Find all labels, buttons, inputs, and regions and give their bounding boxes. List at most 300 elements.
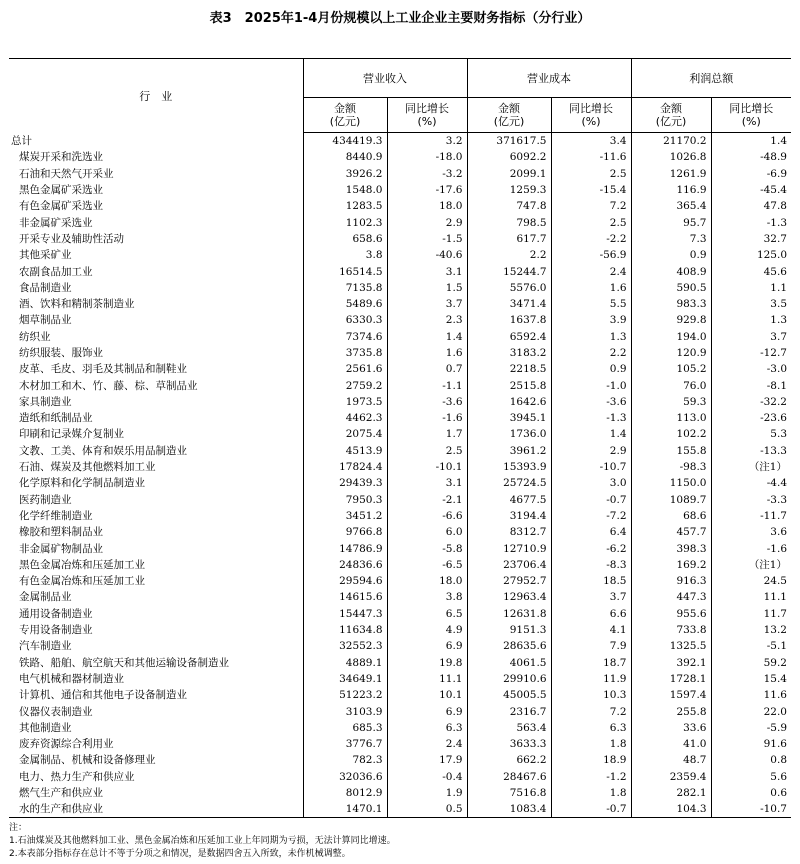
cost-amount-cell: 2515.8 bbox=[467, 377, 551, 393]
cost-amount-cell: 1259.3 bbox=[467, 182, 551, 198]
revenue-growth-cell: 18.0 bbox=[387, 573, 467, 589]
revenue-amount-cell: 1102.3 bbox=[303, 214, 387, 230]
profit-amount-cell: -98.3 bbox=[631, 459, 711, 475]
growth-header: 同比增长 (%) bbox=[711, 98, 791, 133]
profit-amount-cell: 1728.1 bbox=[631, 671, 711, 687]
industry-name-cell: 非金属矿物制品业 bbox=[19, 542, 103, 555]
industry-name-cell: 通用设备制造业 bbox=[19, 607, 93, 620]
cost-amount-cell: 23706.4 bbox=[467, 557, 551, 573]
profit-amount-cell: 282.1 bbox=[631, 785, 711, 801]
cost-amount-cell: 662.2 bbox=[467, 752, 551, 768]
profit-growth-cell: 125.0 bbox=[711, 247, 791, 263]
profit-amount-cell: 955.6 bbox=[631, 606, 711, 622]
cost-amount-cell: 15393.9 bbox=[467, 459, 551, 475]
cost-amount-cell: 6092.2 bbox=[467, 149, 551, 165]
cost-amount-cell: 747.8 bbox=[467, 198, 551, 214]
revenue-growth-cell: -3.2 bbox=[387, 166, 467, 182]
cost-amount-cell: 2218.5 bbox=[467, 361, 551, 377]
industry-name-cell: 黑色金属冶炼和压延加工业 bbox=[19, 558, 145, 571]
revenue-amount-cell: 1973.5 bbox=[303, 394, 387, 410]
profit-amount-cell: 408.9 bbox=[631, 263, 711, 279]
industry-name-cell: 专用设备制造业 bbox=[19, 624, 93, 637]
revenue-amount-cell: 4513.9 bbox=[303, 443, 387, 459]
revenue-amount-cell: 685.3 bbox=[303, 720, 387, 736]
profit-growth-cell: -1.3 bbox=[711, 214, 791, 230]
revenue-growth-cell: 1.6 bbox=[387, 345, 467, 361]
cost-amount-cell: 1736.0 bbox=[467, 426, 551, 442]
table-row bbox=[9, 329, 791, 345]
table-row bbox=[9, 622, 791, 638]
cost-growth-cell: 6.6 bbox=[551, 606, 631, 622]
profit-growth-cell: 5.3 bbox=[711, 426, 791, 442]
profit-growth-cell: -8.1 bbox=[711, 377, 791, 393]
revenue-growth-cell: 6.9 bbox=[387, 638, 467, 654]
revenue-amount-cell: 658.6 bbox=[303, 231, 387, 247]
cost-growth-cell: 6.3 bbox=[551, 720, 631, 736]
cost-growth-cell: 2.9 bbox=[551, 443, 631, 459]
table-row bbox=[9, 752, 791, 768]
revenue-amount-cell: 7135.8 bbox=[303, 280, 387, 296]
group-header-revenue: 营业收入 bbox=[303, 59, 467, 98]
cost-amount-cell: 3194.4 bbox=[467, 508, 551, 524]
revenue-growth-cell: -1.1 bbox=[387, 377, 467, 393]
profit-growth-cell: 15.4 bbox=[711, 671, 791, 687]
profit-amount-cell: 105.2 bbox=[631, 361, 711, 377]
industry-name-cell: 煤炭开采和洗选业 bbox=[19, 151, 103, 164]
revenue-growth-cell: 6.3 bbox=[387, 720, 467, 736]
table-row bbox=[9, 377, 791, 393]
amount-header: 金额 (亿元) bbox=[467, 98, 551, 133]
table-row bbox=[9, 573, 791, 589]
revenue-growth-cell: 4.9 bbox=[387, 622, 467, 638]
cost-growth-cell: 1.6 bbox=[551, 280, 631, 296]
revenue-amount-cell: 1283.5 bbox=[303, 198, 387, 214]
revenue-amount-cell: 34649.1 bbox=[303, 671, 387, 687]
industry-name-cell: 有色金属冶炼和压延加工业 bbox=[19, 575, 145, 588]
revenue-amount-cell: 2561.6 bbox=[303, 361, 387, 377]
profit-growth-cell: 0.8 bbox=[711, 752, 791, 768]
revenue-growth-cell: 3.7 bbox=[387, 296, 467, 312]
profit-amount-cell: 916.3 bbox=[631, 573, 711, 589]
profit-growth-cell: -3.0 bbox=[711, 361, 791, 377]
revenue-growth-cell: 2.4 bbox=[387, 736, 467, 752]
revenue-amount-cell: 32552.3 bbox=[303, 638, 387, 654]
revenue-growth-cell: 19.8 bbox=[387, 655, 467, 671]
note-item: 2.本表部分指标存在总计不等于分项之和情况，是数据四舍五入所致，未作机械调整。 bbox=[9, 849, 351, 859]
revenue-amount-cell: 4889.1 bbox=[303, 655, 387, 671]
cost-growth-cell: 3.7 bbox=[551, 589, 631, 605]
industry-name-cell: 非金属矿采选业 bbox=[19, 216, 93, 229]
industry-name-cell: 金属制品、机械和设备修理业 bbox=[19, 754, 156, 767]
cost-growth-cell: -11.6 bbox=[551, 149, 631, 165]
revenue-growth-cell: 10.1 bbox=[387, 687, 467, 703]
cost-growth-cell: 18.9 bbox=[551, 752, 631, 768]
profit-amount-cell: 7.3 bbox=[631, 231, 711, 247]
revenue-amount-cell: 29439.3 bbox=[303, 475, 387, 491]
cost-growth-cell: -8.3 bbox=[551, 557, 631, 573]
industry-name-cell: 电力、热力生产和供应业 bbox=[19, 770, 135, 783]
revenue-growth-cell: 1.4 bbox=[387, 329, 467, 345]
industry-name-cell: 纺织业 bbox=[19, 330, 51, 343]
table-row bbox=[9, 231, 791, 247]
cost-growth-cell: -7.2 bbox=[551, 508, 631, 524]
revenue-growth-cell: -10.1 bbox=[387, 459, 467, 475]
industry-name-cell: 金属制品业 bbox=[19, 591, 72, 604]
cost-growth-cell: 0.9 bbox=[551, 361, 631, 377]
cost-amount-cell: 1637.8 bbox=[467, 312, 551, 328]
revenue-amount-cell: 7374.6 bbox=[303, 329, 387, 345]
revenue-amount-cell: 3926.2 bbox=[303, 166, 387, 182]
profit-amount-cell: 365.4 bbox=[631, 198, 711, 214]
revenue-amount-cell: 29594.6 bbox=[303, 573, 387, 589]
cost-growth-cell: 1.8 bbox=[551, 736, 631, 752]
cost-growth-cell: 2.5 bbox=[551, 166, 631, 182]
profit-growth-cell: 0.6 bbox=[711, 785, 791, 801]
revenue-amount-cell: 434419.3 bbox=[303, 133, 387, 150]
profit-amount-cell: 1150.0 bbox=[631, 475, 711, 491]
cost-growth-cell: -1.2 bbox=[551, 769, 631, 785]
profit-growth-cell: -5.9 bbox=[711, 720, 791, 736]
industry-name-cell: 家具制造业 bbox=[19, 395, 72, 408]
cost-amount-cell: 45005.5 bbox=[467, 687, 551, 703]
cost-growth-cell: 10.3 bbox=[551, 687, 631, 703]
industry-header: 行 业 bbox=[9, 59, 303, 133]
data-table-container bbox=[9, 58, 791, 818]
cost-growth-cell: -15.4 bbox=[551, 182, 631, 198]
cost-growth-cell: 1.4 bbox=[551, 426, 631, 442]
table-row bbox=[9, 443, 791, 459]
profit-growth-cell: 47.8 bbox=[711, 198, 791, 214]
table-row bbox=[9, 263, 791, 279]
profit-growth-cell: -11.7 bbox=[711, 508, 791, 524]
industry-name-cell: 计算机、通信和其他电子设备制造业 bbox=[19, 689, 187, 702]
profit-amount-cell: 2359.4 bbox=[631, 769, 711, 785]
profit-growth-cell: -10.7 bbox=[711, 801, 791, 818]
table-row bbox=[9, 198, 791, 214]
industry-name-cell: 其他采矿业 bbox=[19, 249, 72, 262]
revenue-growth-cell: -18.0 bbox=[387, 149, 467, 165]
revenue-amount-cell: 3.8 bbox=[303, 247, 387, 263]
cost-amount-cell: 1083.4 bbox=[467, 801, 551, 818]
cost-growth-cell: 2.2 bbox=[551, 345, 631, 361]
table-row bbox=[9, 361, 791, 377]
cost-growth-cell: 5.5 bbox=[551, 296, 631, 312]
profit-growth-cell: 11.1 bbox=[711, 589, 791, 605]
cost-growth-cell: -10.7 bbox=[551, 459, 631, 475]
cost-growth-cell: 3.0 bbox=[551, 475, 631, 491]
revenue-growth-cell: 2.5 bbox=[387, 443, 467, 459]
revenue-growth-cell: 6.5 bbox=[387, 606, 467, 622]
profit-growth-cell: 91.6 bbox=[711, 736, 791, 752]
profit-amount-cell: 102.2 bbox=[631, 426, 711, 442]
growth-header: 同比增长 (%) bbox=[387, 98, 467, 133]
industry-name-cell: 印刷和记录媒介复制业 bbox=[19, 428, 124, 441]
cost-amount-cell: 3183.2 bbox=[467, 345, 551, 361]
profit-growth-cell: 1.1 bbox=[711, 280, 791, 296]
amount-header: 金额 (亿元) bbox=[631, 98, 711, 133]
revenue-growth-cell: 3.8 bbox=[387, 589, 467, 605]
revenue-growth-cell: 3.2 bbox=[387, 133, 467, 150]
revenue-growth-cell: 6.9 bbox=[387, 703, 467, 719]
cost-amount-cell: 2.2 bbox=[467, 247, 551, 263]
revenue-amount-cell: 7950.3 bbox=[303, 492, 387, 508]
cost-growth-cell: 11.9 bbox=[551, 671, 631, 687]
profit-amount-cell: 1261.9 bbox=[631, 166, 711, 182]
revenue-amount-cell: 2075.4 bbox=[303, 426, 387, 442]
industry-name-cell: 开采专业及辅助性活动 bbox=[19, 232, 124, 245]
cost-amount-cell: 25724.5 bbox=[467, 475, 551, 491]
industry-name-cell: 废弃资源综合利用业 bbox=[19, 738, 114, 751]
cost-amount-cell: 4677.5 bbox=[467, 492, 551, 508]
profit-amount-cell: 255.8 bbox=[631, 703, 711, 719]
revenue-growth-cell: -2.1 bbox=[387, 492, 467, 508]
profit-growth-cell: 24.5 bbox=[711, 573, 791, 589]
table-row bbox=[9, 720, 791, 736]
profit-amount-cell: 1597.4 bbox=[631, 687, 711, 703]
revenue-growth-cell: -6.5 bbox=[387, 557, 467, 573]
industry-name-cell: 燃气生产和供应业 bbox=[19, 787, 103, 800]
revenue-growth-cell: 11.1 bbox=[387, 671, 467, 687]
cost-amount-cell: 798.5 bbox=[467, 214, 551, 230]
profit-amount-cell: 590.5 bbox=[631, 280, 711, 296]
profit-growth-cell: 3.6 bbox=[711, 524, 791, 540]
table-row bbox=[9, 785, 791, 801]
table-row bbox=[9, 687, 791, 703]
cost-amount-cell: 4061.5 bbox=[467, 655, 551, 671]
industry-name-cell: 橡胶和塑料制品业 bbox=[19, 526, 103, 539]
revenue-amount-cell: 8440.9 bbox=[303, 149, 387, 165]
notes-section bbox=[9, 822, 791, 861]
table-row bbox=[9, 801, 791, 818]
cost-amount-cell: 28635.6 bbox=[467, 638, 551, 654]
table-row bbox=[9, 166, 791, 182]
industry-name-cell: 农副食品加工业 bbox=[19, 265, 93, 278]
industry-name-cell: 铁路、船舶、航空航天和其他运输设备制造业 bbox=[19, 656, 229, 669]
cost-amount-cell: 27952.7 bbox=[467, 573, 551, 589]
revenue-amount-cell: 3735.8 bbox=[303, 345, 387, 361]
cost-amount-cell: 7516.8 bbox=[467, 785, 551, 801]
profit-amount-cell: 392.1 bbox=[631, 655, 711, 671]
note-item: 1.石油煤炭及其他燃料加工业、黑色金属冶炼和压延加工业上年同期为亏损，无法计算同比增速。 bbox=[9, 836, 396, 846]
revenue-amount-cell: 14615.6 bbox=[303, 589, 387, 605]
revenue-growth-cell: 1.5 bbox=[387, 280, 467, 296]
profit-growth-cell: 1.4 bbox=[711, 133, 791, 150]
group-header-cost: 营业成本 bbox=[467, 59, 631, 98]
industry-name-cell: 电气机械和器材制造业 bbox=[19, 672, 124, 685]
profit-amount-cell: 194.0 bbox=[631, 329, 711, 345]
table-row bbox=[9, 736, 791, 752]
cost-amount-cell: 12963.4 bbox=[467, 589, 551, 605]
growth-header: 同比增长 (%) bbox=[551, 98, 631, 133]
revenue-growth-cell: -1.5 bbox=[387, 231, 467, 247]
cost-growth-cell: 18.5 bbox=[551, 573, 631, 589]
profit-amount-cell: 59.3 bbox=[631, 394, 711, 410]
cost-amount-cell: 617.7 bbox=[467, 231, 551, 247]
profit-amount-cell: 155.8 bbox=[631, 443, 711, 459]
profit-amount-cell: 104.3 bbox=[631, 801, 711, 818]
revenue-amount-cell: 5489.6 bbox=[303, 296, 387, 312]
table-body bbox=[9, 133, 791, 818]
profit-growth-cell: 22.0 bbox=[711, 703, 791, 719]
revenue-growth-cell: 3.1 bbox=[387, 263, 467, 279]
cost-amount-cell: 8312.7 bbox=[467, 524, 551, 540]
profit-growth-cell: -4.4 bbox=[711, 475, 791, 491]
cost-growth-cell: -0.7 bbox=[551, 492, 631, 508]
profit-growth-cell: 13.2 bbox=[711, 622, 791, 638]
revenue-amount-cell: 4462.3 bbox=[303, 410, 387, 426]
cost-growth-cell: 18.7 bbox=[551, 655, 631, 671]
industry-name-cell: 有色金属矿采选业 bbox=[19, 200, 103, 213]
cost-amount-cell: 371617.5 bbox=[467, 133, 551, 150]
table-row bbox=[9, 296, 791, 312]
cost-amount-cell: 563.4 bbox=[467, 720, 551, 736]
profit-growth-cell: -13.3 bbox=[711, 443, 791, 459]
profit-amount-cell: 733.8 bbox=[631, 622, 711, 638]
table-row bbox=[9, 508, 791, 524]
industry-name-cell: 皮革、毛皮、羽毛及其制品和制鞋业 bbox=[19, 363, 187, 376]
industry-name-cell: 石油和天然气开采业 bbox=[19, 167, 114, 180]
cost-growth-cell: 3.9 bbox=[551, 312, 631, 328]
profit-growth-cell: -23.6 bbox=[711, 410, 791, 426]
total-row bbox=[9, 133, 791, 150]
profit-growth-cell: 32.7 bbox=[711, 231, 791, 247]
table-row bbox=[9, 524, 791, 540]
cost-amount-cell: 29910.6 bbox=[467, 671, 551, 687]
revenue-amount-cell: 9766.8 bbox=[303, 524, 387, 540]
revenue-amount-cell: 2759.2 bbox=[303, 377, 387, 393]
profit-amount-cell: 95.7 bbox=[631, 214, 711, 230]
profit-growth-cell: 3.7 bbox=[711, 329, 791, 345]
profit-growth-cell: -5.1 bbox=[711, 638, 791, 654]
revenue-growth-cell: -5.8 bbox=[387, 540, 467, 556]
profit-growth-cell: -6.9 bbox=[711, 166, 791, 182]
cost-amount-cell: 3961.2 bbox=[467, 443, 551, 459]
profit-growth-cell: 1.3 bbox=[711, 312, 791, 328]
profit-growth-cell: 45.6 bbox=[711, 263, 791, 279]
profit-amount-cell: 0.9 bbox=[631, 247, 711, 263]
table-row bbox=[9, 475, 791, 491]
revenue-growth-cell: 2.3 bbox=[387, 312, 467, 328]
revenue-growth-cell: 3.1 bbox=[387, 475, 467, 491]
profit-growth-cell: -45.4 bbox=[711, 182, 791, 198]
profit-amount-cell: 1026.8 bbox=[631, 149, 711, 165]
revenue-growth-cell: -1.6 bbox=[387, 410, 467, 426]
industry-name-cell: 化学纤维制造业 bbox=[19, 509, 93, 522]
revenue-amount-cell: 14786.9 bbox=[303, 540, 387, 556]
table-row bbox=[9, 394, 791, 410]
notes-label: 注： bbox=[9, 823, 28, 833]
revenue-amount-cell: 1470.1 bbox=[303, 801, 387, 818]
profit-amount-cell: 398.3 bbox=[631, 540, 711, 556]
profit-amount-cell: 68.6 bbox=[631, 508, 711, 524]
industry-name-cell: 医药制造业 bbox=[19, 493, 72, 506]
revenue-growth-cell: -40.6 bbox=[387, 247, 467, 263]
industry-name-cell: 木材加工和木、竹、藤、棕、草制品业 bbox=[19, 379, 198, 392]
profit-amount-cell: 1089.7 bbox=[631, 492, 711, 508]
revenue-amount-cell: 16514.5 bbox=[303, 263, 387, 279]
revenue-growth-cell: 2.9 bbox=[387, 214, 467, 230]
table-row bbox=[9, 182, 791, 198]
cost-amount-cell: 9151.3 bbox=[467, 622, 551, 638]
profit-growth-cell: 11.7 bbox=[711, 606, 791, 622]
profit-amount-cell: 21170.2 bbox=[631, 133, 711, 150]
profit-amount-cell: 1325.5 bbox=[631, 638, 711, 654]
revenue-amount-cell: 51223.2 bbox=[303, 687, 387, 703]
cost-growth-cell: 4.1 bbox=[551, 622, 631, 638]
revenue-amount-cell: 3451.2 bbox=[303, 508, 387, 524]
cost-growth-cell: -2.2 bbox=[551, 231, 631, 247]
profit-growth-cell: -1.6 bbox=[711, 540, 791, 556]
industry-name-cell: 化学原料和化学制品制造业 bbox=[19, 477, 145, 490]
revenue-amount-cell: 11634.8 bbox=[303, 622, 387, 638]
profit-amount-cell: 983.3 bbox=[631, 296, 711, 312]
cost-amount-cell: 3633.3 bbox=[467, 736, 551, 752]
profit-amount-cell: 116.9 bbox=[631, 182, 711, 198]
cost-growth-cell: 3.4 bbox=[551, 133, 631, 150]
table-row bbox=[9, 589, 791, 605]
industry-name-cell: 文教、工美、体育和娱乐用品制造业 bbox=[19, 444, 187, 457]
profit-amount-cell: 33.6 bbox=[631, 720, 711, 736]
table-row bbox=[9, 280, 791, 296]
cost-growth-cell: -6.2 bbox=[551, 540, 631, 556]
revenue-amount-cell: 3103.9 bbox=[303, 703, 387, 719]
page-title: 表3 2025年1-4月份规模以上工业企业主要财务指标（分行业） bbox=[209, 11, 591, 26]
cost-growth-cell: 7.2 bbox=[551, 198, 631, 214]
profit-growth-cell: 11.6 bbox=[711, 687, 791, 703]
cost-amount-cell: 28467.6 bbox=[467, 769, 551, 785]
table-row bbox=[9, 557, 791, 573]
revenue-growth-cell: 17.9 bbox=[387, 752, 467, 768]
industry-name-cell: 石油、煤炭及其他燃料加工业 bbox=[19, 461, 156, 474]
cost-growth-cell: 7.9 bbox=[551, 638, 631, 654]
cost-growth-cell: -56.9 bbox=[551, 247, 631, 263]
amount-header: 金额 (亿元) bbox=[303, 98, 387, 133]
cost-growth-cell: 1.3 bbox=[551, 329, 631, 345]
cost-amount-cell: 12710.9 bbox=[467, 540, 551, 556]
profit-amount-cell: 457.7 bbox=[631, 524, 711, 540]
industry-name-cell: 食品制造业 bbox=[19, 281, 72, 294]
revenue-growth-cell: -3.6 bbox=[387, 394, 467, 410]
cost-growth-cell: -1.3 bbox=[551, 410, 631, 426]
revenue-amount-cell: 8012.9 bbox=[303, 785, 387, 801]
industry-name-cell: 总计 bbox=[11, 134, 32, 147]
cost-amount-cell: 2099.1 bbox=[467, 166, 551, 182]
revenue-growth-cell: 18.0 bbox=[387, 198, 467, 214]
revenue-growth-cell: 6.0 bbox=[387, 524, 467, 540]
cost-growth-cell: 7.2 bbox=[551, 703, 631, 719]
profit-amount-cell: 48.7 bbox=[631, 752, 711, 768]
profit-growth-cell: （注1） bbox=[711, 459, 791, 475]
table-row bbox=[9, 459, 791, 475]
revenue-amount-cell: 24836.6 bbox=[303, 557, 387, 573]
profit-amount-cell: 113.0 bbox=[631, 410, 711, 426]
profit-growth-cell: 59.2 bbox=[711, 655, 791, 671]
cost-amount-cell: 3945.1 bbox=[467, 410, 551, 426]
financial-indicators-table bbox=[9, 58, 791, 818]
cost-amount-cell: 3471.4 bbox=[467, 296, 551, 312]
revenue-growth-cell: 0.5 bbox=[387, 801, 467, 818]
profit-amount-cell: 76.0 bbox=[631, 377, 711, 393]
table-row bbox=[9, 492, 791, 508]
table-row bbox=[9, 703, 791, 719]
table-row bbox=[9, 312, 791, 328]
table-row bbox=[9, 606, 791, 622]
profit-growth-cell: -48.9 bbox=[711, 149, 791, 165]
industry-name-cell: 造纸和纸制品业 bbox=[19, 412, 93, 425]
industry-name-cell: 烟草制品业 bbox=[19, 314, 72, 327]
profit-amount-cell: 169.2 bbox=[631, 557, 711, 573]
table-row bbox=[9, 149, 791, 165]
